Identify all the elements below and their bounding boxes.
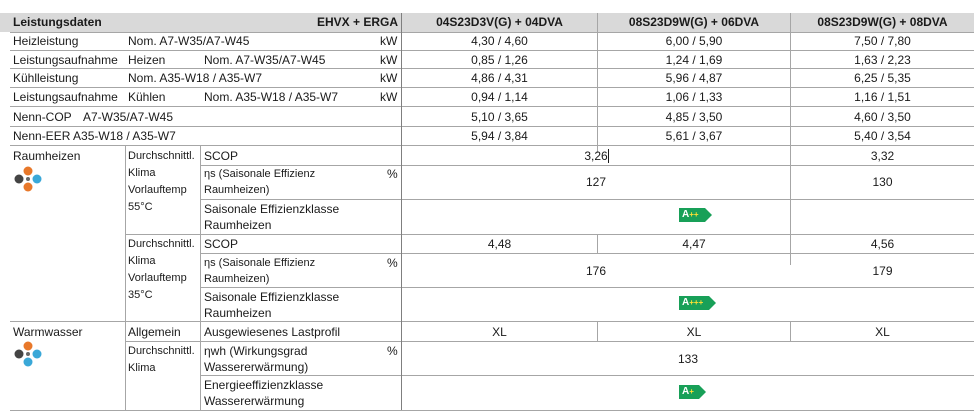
section-warmwasser-label: Warmwasser	[13, 325, 83, 339]
row-kuehlleistung-v3: 6,25 / 5,35	[854, 71, 911, 85]
col-header-1: 04S23D3V(G) + 04DVA	[436, 15, 563, 29]
row-la-heizen-label: Leistungsaufnahme	[13, 53, 118, 67]
row-la-kuehlen-unit: kW	[380, 90, 398, 104]
row-la-kuehlen-mode: Kühlen	[128, 90, 166, 104]
g1-klasse1: Saisonale Effizienzklasse	[204, 202, 340, 216]
row-cop-cond: A7-W35/A7-W45	[83, 110, 174, 124]
g2-klasse2: Raumheizen	[204, 306, 272, 320]
g1-scop-label: SCOP	[204, 149, 239, 163]
ww-profil-v1: XL	[492, 325, 507, 339]
g1-scop-v12: 3,26	[584, 149, 608, 163]
row-eer-v1: 5,94 / 3,84	[471, 129, 528, 143]
row-la-kuehlen-cond: Nom. A35-W18 / A35-W7	[204, 90, 339, 104]
row-kuehlleistung-cond: Nom. A35-W18 / A35-W7	[128, 71, 263, 85]
g2-eta-v12: 176	[585, 264, 607, 278]
row-eer-v2: 5,61 / 3,67	[665, 129, 723, 143]
g1-eta-label1: ηs (Saisonale Effizienz	[204, 168, 316, 180]
row-heizleistung-v3: 7,50 / 7,80	[854, 34, 911, 48]
row-heizleistung-label: Heizleistung	[13, 34, 79, 48]
row-la-heizen-v3: 1,63 / 2,23	[854, 53, 911, 67]
row-cop-label: Nenn-COP	[13, 110, 72, 124]
g2-cond3: Vorlauftemp	[128, 272, 187, 284]
g2-cond4: 35°C	[128, 289, 153, 301]
g1-eta-v12: 127	[585, 175, 607, 189]
row-kuehlleistung-unit: kW	[380, 71, 398, 85]
g2-scop-label: SCOP	[204, 237, 239, 251]
row-la-kuehlen-v3: 1,16 / 1,51	[854, 90, 911, 104]
g1-scop-v3: 3,32	[870, 149, 895, 163]
energy-class-badge-3: A+	[679, 385, 699, 399]
ww-klasse2: Wassererwärmung	[204, 394, 305, 408]
row-kuehlleistung-v1: 4,86 / 4,31	[471, 71, 528, 85]
energy-class-badge-2: A+++	[679, 296, 709, 310]
row-la-kuehlen-v1: 0,94 / 1,14	[471, 90, 528, 104]
row-kuehlleistung-label: Kühlleistung	[13, 71, 79, 85]
ww-profil-v3: XL	[875, 325, 890, 339]
row-la-heizen-mode: Heizen	[128, 53, 166, 67]
ww-cond1: Durchschnittl.	[128, 345, 195, 357]
row-heizleistung-v1: 4,30 / 4,60	[471, 34, 528, 48]
g1-eta-label2: Raumheizen)	[204, 184, 270, 196]
energy-class-badge-1: A++	[679, 208, 705, 222]
g1-cond4: 55°C	[128, 201, 153, 213]
col-header-3: 08S23D9W(G) + 08DVA	[817, 15, 948, 29]
ww-eta-label1: ηwh (Wirkungsgrad	[204, 344, 308, 358]
model-label: EHVX + ERGA	[317, 15, 399, 29]
g2-scop-v1: 4,48	[487, 237, 512, 251]
row-cop-v2: 4,85 / 3,50	[665, 110, 723, 124]
g2-klasse1: Saisonale Effizienzklasse	[204, 290, 340, 304]
ww-profil-v2: XL	[686, 325, 702, 339]
row-la-heizen-cond: Nom. A7-W35/A7-W45	[204, 53, 326, 67]
ww-klasse1: Energieeffizienzklasse	[204, 378, 324, 392]
g1-eta-unit: %	[387, 167, 398, 181]
row-kuehlleistung-v2: 5,96 / 4,87	[665, 71, 723, 85]
g2-cond1: Durchschnittl.	[128, 238, 195, 250]
g2-eta-v3: 179	[872, 264, 893, 278]
g1-eta-v3: 130	[872, 175, 893, 189]
row-cop-v3: 4,60 / 3,50	[854, 110, 911, 124]
row-la-heizen-v2: 1,24 / 1,69	[665, 53, 723, 67]
g1-cond1: Durchschnittl.	[128, 150, 195, 162]
ww-cond2: Klima	[128, 362, 156, 374]
row-cop-v1: 5,10 / 3,65	[471, 110, 528, 124]
g1-klasse2: Raumheizen	[204, 218, 272, 232]
row-la-heizen-v1: 0,85 / 1,26	[471, 53, 528, 67]
row-heizleistung-unit: kW	[380, 34, 398, 48]
section-raumheizen-label: Raumheizen	[13, 149, 81, 163]
ww-eta-label2: Wassererwärmung)	[204, 360, 309, 374]
heat-pump-icon	[13, 166, 43, 192]
row-heizleistung-cond: Nom. A7-W35/A7-W45	[128, 34, 250, 48]
g1-cond2: Klima	[128, 167, 156, 179]
g2-scop-v3: 4,56	[870, 237, 895, 251]
g2-scop-v2: 4,47	[682, 237, 706, 251]
hot-water-icon	[13, 341, 43, 367]
row-la-kuehlen-label: Leistungsaufnahme	[13, 90, 118, 104]
row-la-heizen-unit: kW	[380, 53, 398, 67]
g2-eta-label1: ηs (Saisonale Effizienz	[204, 257, 316, 269]
ww-eta-unit: %	[387, 344, 398, 358]
row-eer-label: Nenn-EER A35-W18 / A35-W7	[13, 129, 176, 143]
row-eer-v3: 5,40 / 3,54	[854, 129, 911, 143]
ww-eta-v: 133	[677, 352, 699, 366]
ww-profil-label: Ausgewiesenes Lastprofil	[204, 325, 341, 339]
g2-eta-label2: Raumheizen)	[204, 273, 270, 285]
row-la-kuehlen-v2: 1,06 / 1,33	[665, 90, 723, 104]
col-header-2: 08S23D9W(G) + 06DVA	[628, 15, 760, 29]
g2-cond2: Klima	[128, 255, 156, 267]
g1-cond3: Vorlauftemp	[128, 184, 187, 196]
g2-eta-unit: %	[387, 256, 398, 270]
row-heizleistung-v2: 6,00 / 5,90	[665, 34, 723, 48]
ww-allg: Allgemein	[128, 325, 181, 339]
table-title: Leistungsdaten	[13, 15, 102, 29]
